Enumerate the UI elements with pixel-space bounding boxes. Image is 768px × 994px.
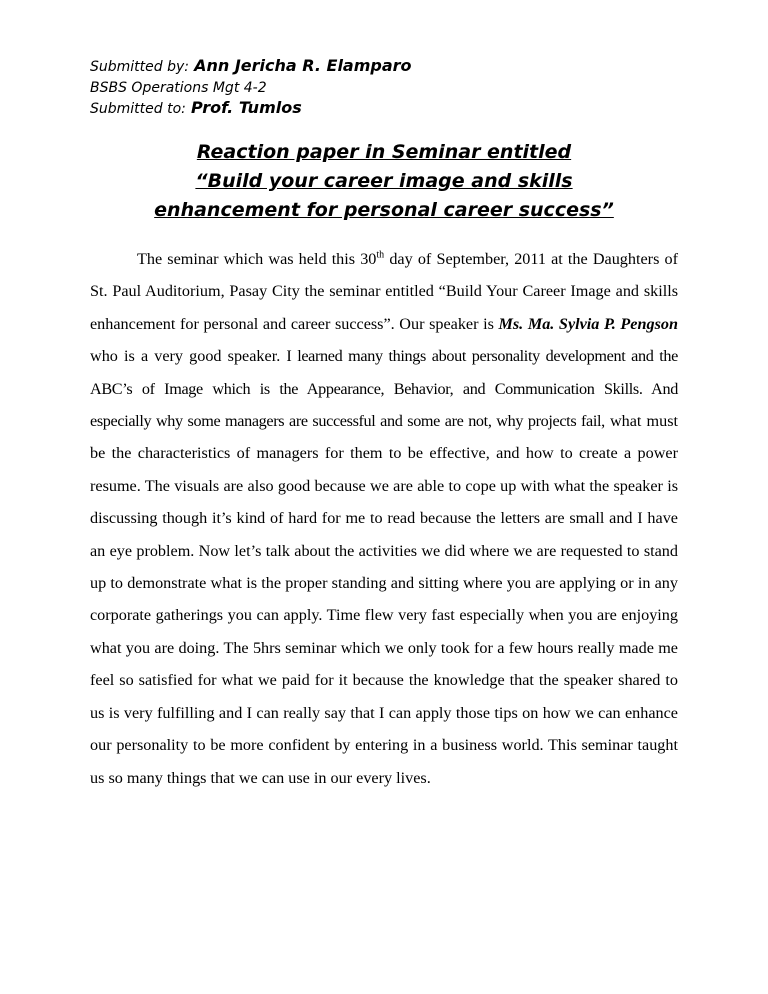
course-line: [90, 77, 412, 98]
submitted-by-label: Submitted by:: [90, 59, 189, 75]
course-section: BSBS Operations Mgt 4-2: [90, 80, 267, 96]
ordinal-suffix: th: [376, 249, 385, 261]
professor-name: Prof. Tumlos: [190, 98, 302, 117]
title-line-3: enhancement for personal career success”: [154, 199, 614, 221]
body-text-part-4: I learned many things about personality development and the ABC’s of Image which is the Appearance, Behavior, and Communication Skills. And especially why some managers are successful and some are not, why projects fail,: [90, 347, 678, 431]
speaker-name: Ms. Ma. Sylvia P. Pengson: [498, 314, 678, 333]
author-name: Ann Jericha R. Elamparo: [194, 56, 412, 75]
submitted-to-line: [90, 98, 412, 119]
title-line-2: “Build your career image and skills: [195, 170, 573, 192]
submitted-by-line: [90, 56, 412, 77]
body-text-part-5: what must be the characteristics of managers for them to be effective, and how to create a power resume. The visuals are also good because we are able to cope up with what the speaker is discussing though it’s kind of hard for me to read because the letters are small and I have an eye problem. Now let’s talk about the activities we did where we are requested to stand up to demonstrate what is the proper standing and sitting where you are applying or in any corporate gatherings you can apply. Time flew very fast especially when you are enjoying what you are doing. The 5hrs seminar which we only took for a few hours really made me feel so satisfied for what we paid for it because the knowledge that the speaker shared to us is very fulfilling and I can really say that I can apply those tips on how we can enhance our personality to be more confident by entering in a business world. This seminar taught us so many things that we can use in our every lives.: [90, 412, 678, 787]
paper-title: [0, 138, 768, 225]
body-paragraph: [90, 243, 678, 794]
body-text-part-3: who is a very good speaker.: [90, 347, 287, 366]
title-line-1: Reaction paper in Seminar entitled: [196, 141, 572, 163]
body-text-part-1: The seminar which was held this 30: [137, 250, 377, 268]
submitted-to-label: Submitted to:: [90, 101, 186, 117]
submission-header: [90, 56, 412, 119]
body-text-part-2: day of September, 2011 at the Daughters of St. Paul Auditorium, Pasay City the seminar entitled “Build Your Career Image and skills enhancement for personal and career success”. Our speaker is: [90, 250, 678, 333]
